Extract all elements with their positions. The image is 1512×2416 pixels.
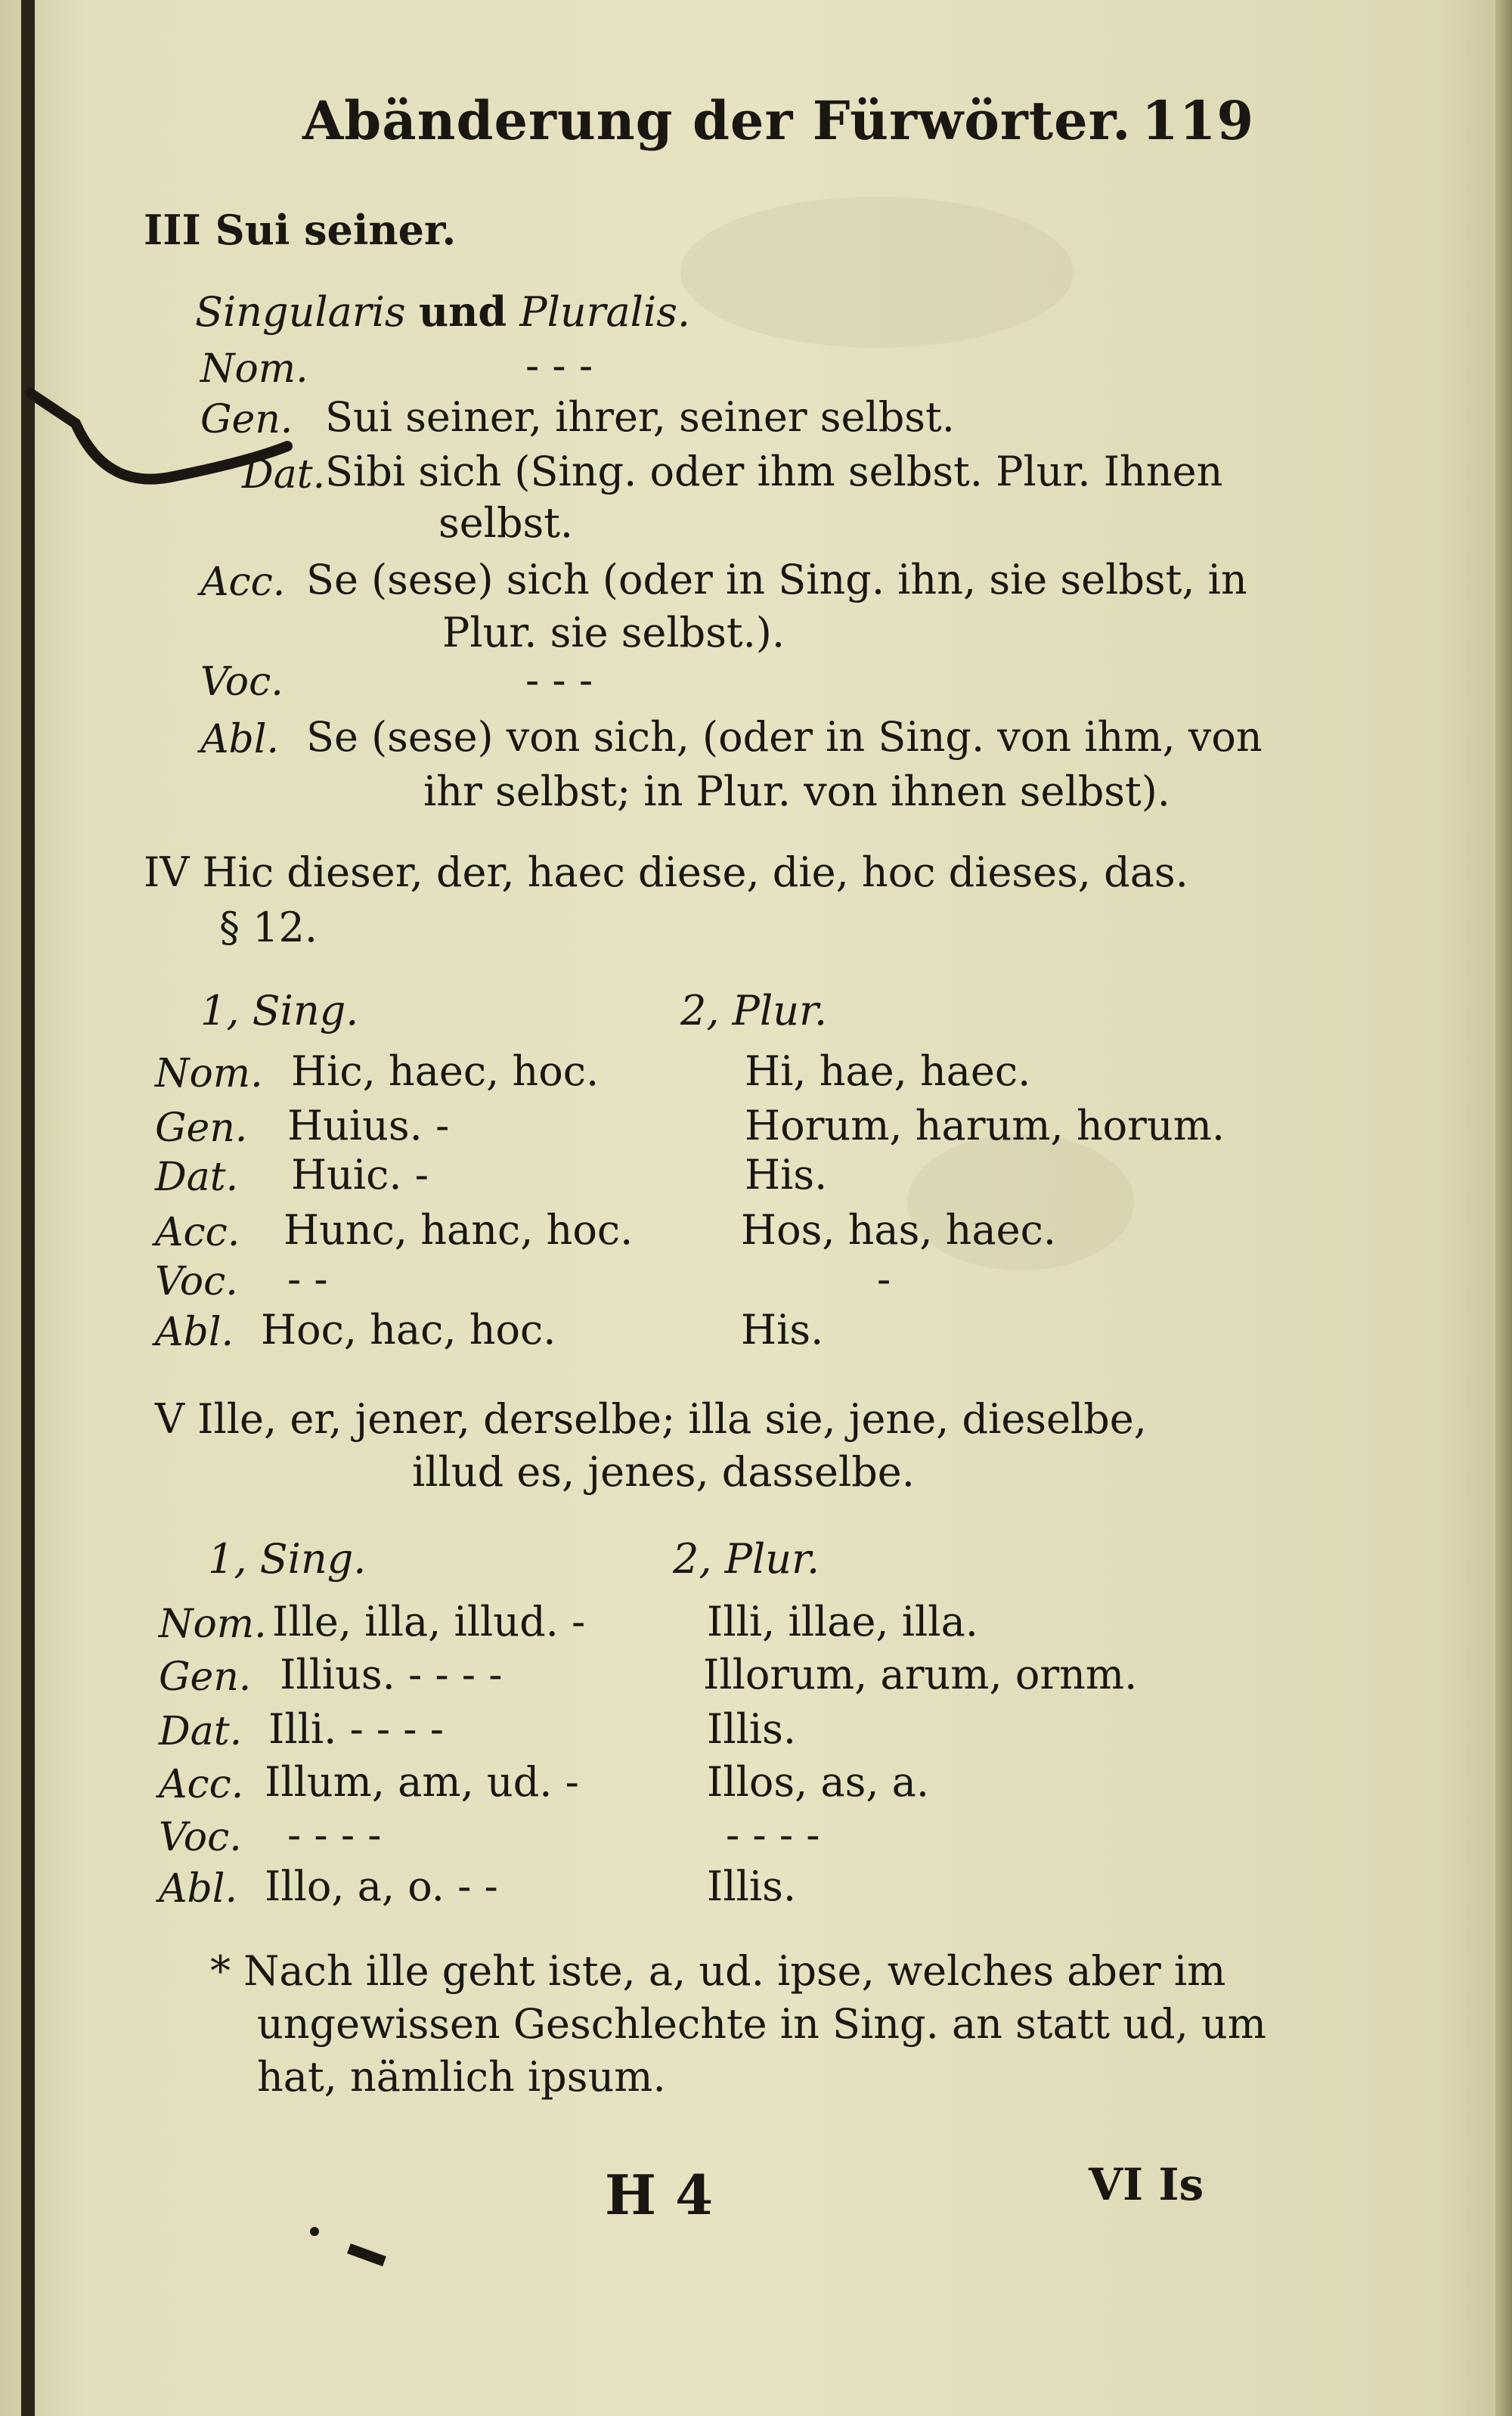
case-label: Gen. xyxy=(155,1106,248,1151)
plural-form: - xyxy=(877,1255,891,1303)
case-text-continued: selbst. xyxy=(438,499,574,547)
case-label: Acc. xyxy=(155,1210,240,1255)
catchword: VI Is xyxy=(1089,2159,1204,2210)
singular-form: Illius. - - - - xyxy=(280,1651,503,1698)
case-text-continued: ihr selbst; in Plur. von ihnen selbst). xyxy=(423,768,1170,815)
singular-form: Hoc, hac, hoc. xyxy=(261,1306,556,1354)
paper-stain xyxy=(680,197,1074,348)
plural-form: Illos, as, a. xyxy=(707,1758,930,1806)
case-label: Abl. xyxy=(155,1310,234,1355)
page-number: 119 xyxy=(1142,89,1255,152)
singular-form: Ille, illa, illud. - xyxy=(272,1598,586,1645)
case-label: Voc. xyxy=(155,1259,238,1304)
section-heading: V Ille, er, jener, derselbe; illa sie, jene, dieselbe, xyxy=(155,1395,1147,1443)
case-label: Dat. xyxy=(159,1709,243,1754)
singular-form: Huic. - xyxy=(291,1151,429,1199)
ink-spot xyxy=(347,2244,386,2266)
case-text: - - - xyxy=(525,656,593,704)
column-head: 2, Plur. xyxy=(680,987,828,1034)
singular-form: Illum, am, ud. - xyxy=(265,1758,579,1806)
page-edge xyxy=(1495,0,1512,2416)
case-label: Nom. xyxy=(200,346,308,392)
plural-form: Illorum, arum, ornm. xyxy=(703,1651,1138,1698)
case-label: Dat. xyxy=(155,1155,239,1200)
case-label: Voc. xyxy=(200,659,284,705)
case-label: Nom. xyxy=(155,1051,263,1096)
signature-mark: H 4 xyxy=(605,2163,714,2227)
case-label: Gen. xyxy=(159,1655,252,1700)
case-label: Dat. xyxy=(242,452,326,498)
case-text: Se (sese) von sich, (oder in Sing. von ihm, von xyxy=(306,713,1263,761)
case-text: Se (sese) sich (oder in Sing. ihn, sie selbst, in xyxy=(306,556,1247,603)
section-heading: III Sui seiner. xyxy=(144,206,457,254)
singular-form: Huius. - xyxy=(287,1102,450,1149)
section-heading-continued: illud es, jenes, dasselbe. xyxy=(412,1448,915,1496)
section-reference: § 12. xyxy=(219,904,318,951)
plural-form: Illi, illae, illa. xyxy=(707,1598,978,1645)
plural-form: His. xyxy=(745,1151,828,1199)
plural-form: Hi, hae, haec. xyxy=(745,1047,1031,1095)
column-head: 1, Sing. xyxy=(208,1535,367,1583)
column-head: 1, Sing. xyxy=(200,987,359,1034)
footnote-line: hat, nämlich ipsum. xyxy=(257,2053,666,2101)
case-label: Acc. xyxy=(159,1762,244,1807)
singular-form: Hunc, hanc, hoc. xyxy=(284,1206,634,1254)
singular-form: Illi. - - - - xyxy=(268,1705,444,1753)
singular-form: Illo, a, o. - - xyxy=(265,1862,498,1910)
singular-form: - - xyxy=(287,1255,328,1303)
singular-form: - - - - xyxy=(287,1811,382,1859)
case-label: Nom. xyxy=(159,1602,267,1647)
case-text-continued: Plur. sie selbst.). xyxy=(442,609,785,656)
footnote-line: ungewissen Geschlechte in Sing. an statt ud, um xyxy=(257,2000,1266,2048)
plural-form: Illis. xyxy=(707,1862,797,1910)
case-text: Sibi sich (Sing. oder ihm selbst. Plur. Ihnen xyxy=(325,448,1223,495)
column-head: 2, Plur. xyxy=(673,1535,820,1583)
singular-form: Hic, haec, hoc. xyxy=(291,1047,600,1095)
running-head: Abänderung der Fürwörter. xyxy=(302,89,1132,152)
case-label: Voc. xyxy=(159,1815,242,1860)
plural-form: Illis. xyxy=(707,1705,797,1753)
case-label: Abl. xyxy=(200,717,279,762)
case-label: Gen. xyxy=(200,397,293,442)
section-subheading: Singularis und Pluralis. xyxy=(195,287,691,336)
case-label: Abl. xyxy=(159,1866,237,1912)
plural-form: His. xyxy=(741,1306,824,1354)
footnote-line: * Nach ille geht iste, a, ud. ipse, welches aber im xyxy=(210,1947,1226,1995)
case-text: Sui seiner, ihrer, seiner selbst. xyxy=(325,393,955,441)
ink-spot xyxy=(310,2227,319,2236)
section-heading: IV Hic dieser, der, haec diese, die, hoc dieses, das. xyxy=(144,848,1188,896)
plural-form: - - - - xyxy=(726,1811,820,1859)
case-text: - - - xyxy=(525,342,593,389)
plural-form: Hos, has, haec. xyxy=(741,1206,1056,1254)
plural-form: Horum, harum, horum. xyxy=(745,1102,1225,1149)
binding-edge xyxy=(21,0,35,2416)
case-label: Acc. xyxy=(200,560,286,605)
